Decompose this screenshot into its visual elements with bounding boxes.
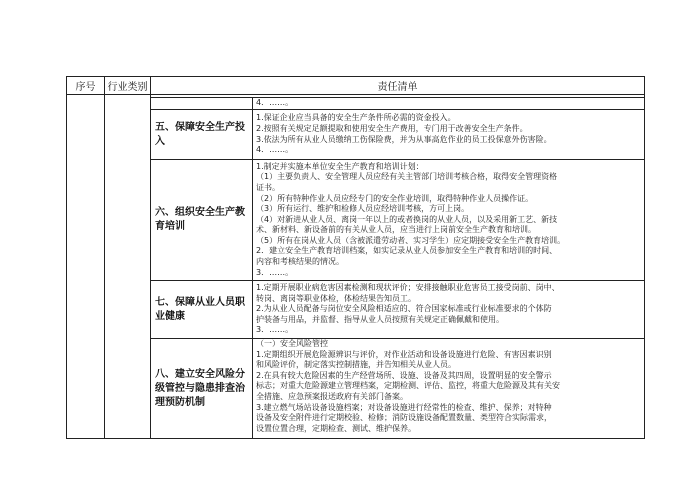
responsibility-line: 4．……。: [256, 145, 294, 155]
table-header-row: [67, 77, 645, 95]
responsibility-line: 3．……。: [256, 325, 294, 335]
responsibility-line: 1.保证企业应当具备的安全生产条件所必需的资金投入。: [256, 113, 456, 123]
responsibility-line: 设置位置合理，定期检查、测试、维护保养。: [256, 423, 416, 433]
category-cell: [151, 98, 253, 110]
table-row: [67, 281, 645, 339]
category-cell: [151, 281, 253, 339]
responsibility-line: （2）所有特种作业人员应经专门的安全作业培训，取得特种作业人员操作证。: [256, 193, 534, 203]
responsibility-line: 证书。: [256, 182, 280, 192]
responsibility-line: 3.依法为所有从业人员缴纳工伤保险费，并为从事高危作业的员工投保意外伤害险。: [256, 134, 552, 144]
category-cell: [151, 339, 253, 439]
responsibility-line: 2．建立安全生产教育培训档案，如实记录从业人员参加安全生产教育和培训的时间、: [256, 246, 558, 256]
responsibility-line: 内容和考核结果的情况。: [256, 257, 344, 267]
responsibility-line: 设备及安全附件进行定期校验、检修；消防设施设备配置数量、类型符合实际需求，: [256, 413, 552, 423]
responsibility-line: 1.制定并实施本单位安全生产教育和培训计划：: [256, 161, 424, 171]
responsibility-cell: [253, 98, 645, 110]
responsibility-cell: [253, 160, 645, 281]
responsibility-line: 3．……。: [256, 267, 294, 277]
header-serial-number: 序号: [67, 77, 105, 95]
responsibility-line: 转岗、离岗等职业体检，体检结果告知员工。: [256, 293, 416, 303]
responsibility-table: [66, 76, 645, 439]
category-label: 八、建立安全风险分级管控与隐患排查治理预防机制: [155, 368, 245, 408]
serial-number-cell: [67, 95, 105, 439]
header-responsibility-list: 责任清单: [151, 77, 645, 95]
table-row: [67, 110, 645, 160]
responsibility-line: （一）安全风险管控: [256, 339, 328, 348]
table-row: [67, 98, 645, 110]
responsibility-line: 2.在具有较大危险因素的生产经营场所、设施、设备及其四周，设置明显的安全警示: [256, 370, 552, 380]
responsibility-line: 3.建立燃气场站设备设施档案；对设备设施进行经常性的检查、维护、保养；对特种: [256, 402, 552, 412]
responsibility-table-page: [66, 76, 644, 446]
responsibility-line: （1）主要负责人、安全管理人员应经有关主管部门培训考核合格，取得安全管理资格: [256, 172, 558, 182]
category-label: 七、保障从业人员职业健康: [155, 296, 245, 322]
responsibility-line: 2.为从业人员配备与岗位安全风险相适应的、符合国家标准或行业标准要求的个体防: [256, 304, 552, 314]
responsibility-line: 1.定期开展职业病危害因素检测和现状评价；安排接触职业危害员工接受岗前、岗中、: [256, 283, 560, 293]
responsibility-cell: [253, 281, 645, 339]
responsibility-line: 护装备与用品，并监督、指导从业人员按照有关规定正确佩戴和使用。: [256, 314, 504, 324]
responsibility-line: 术、新材料、新设备前的有关从业人员，应当进行上岗前安全生产教育和培训。: [256, 225, 536, 235]
responsibility-line: （5）所有在岗从业人员（含被派遣劳动者、实习学生）应定期接受安全生产教育培训。: [256, 235, 566, 245]
table-row: [67, 160, 645, 281]
responsibility-line: 1.定期组织开展危险源辨识与评价，对作业活动和设备设施进行危险、有害因素识别: [256, 349, 552, 359]
responsibility-line: （3）所有运行、维护和检修人员应经培训考核，方可上岗。: [256, 204, 470, 214]
responsibility-line: （4）对新进从业人员、离岗一年以上的或者换岗的从业人员，以及采用新工艺、新技: [256, 214, 558, 224]
table-row: [67, 339, 645, 439]
responsibility-line: 和风险评价，制定落实控制措施，并告知相关从业人员。: [256, 360, 456, 370]
responsibility-cell: [253, 339, 645, 439]
category-label: 六、组织安全生产教育培训: [155, 207, 245, 232]
category-cell: [151, 110, 253, 160]
responsibility-cell: [253, 110, 645, 160]
industry-category-cell: [105, 95, 151, 439]
responsibility-line: 标志；对重大危险源建立管理档案，定期检测、评估、监控，将重大危险源及其有关安: [256, 381, 560, 391]
category-label: 五、保障安全生产投入: [155, 121, 245, 147]
responsibility-line: 全措施、应急预案报送政府有关部门备案。: [256, 391, 408, 401]
responsibility-line: 4．……。: [256, 98, 294, 108]
header-industry-category: 行业类别: [105, 77, 151, 95]
category-cell: [151, 160, 253, 281]
responsibility-line: 2.按照有关规定足额提取和使用安全生产费用，专门用于改善安全生产条件。: [256, 123, 528, 133]
